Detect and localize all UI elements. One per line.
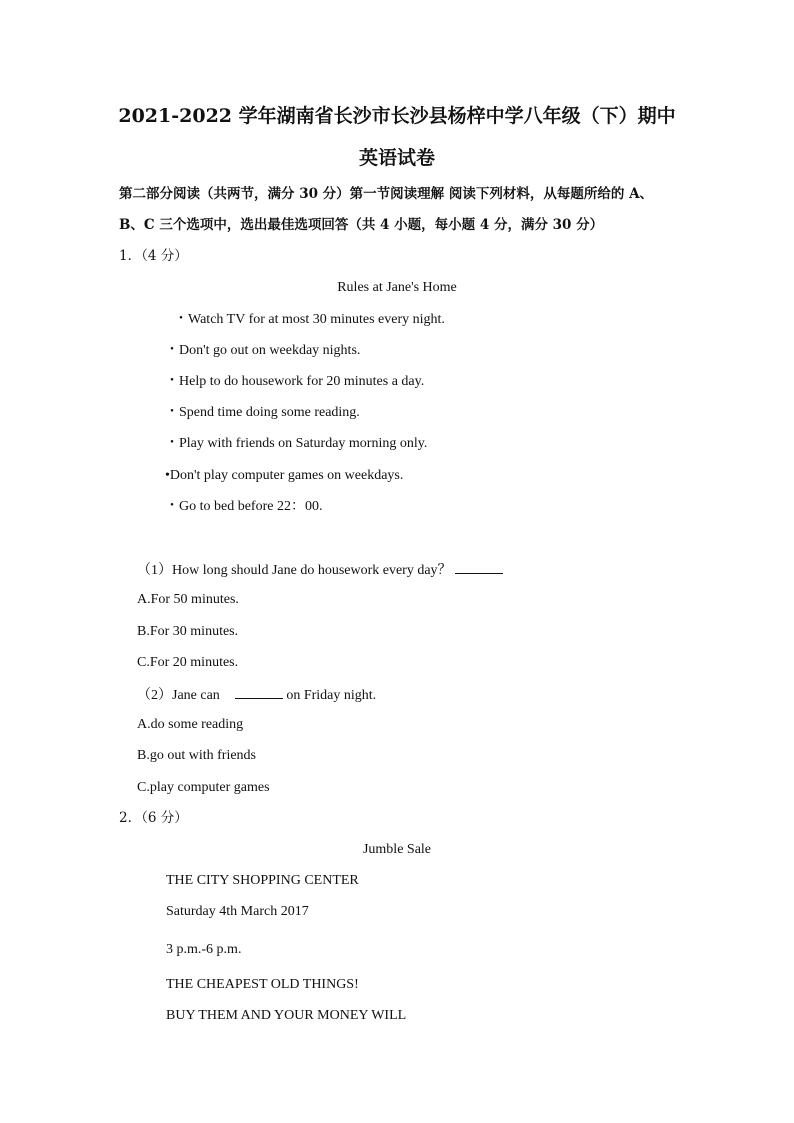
question-1-passage-title: Rules at Jane's Home <box>337 280 457 295</box>
rule-item: ・Don't go out on weekday nights. <box>165 343 361 358</box>
sub-question-2-text-after: on Friday night. <box>286 688 377 703</box>
rule-item: ・Spend time doing some reading. <box>165 405 360 420</box>
rule-item: ・Help to do housework for 20 minutes a day. <box>165 374 425 389</box>
jumble-sale-line: 3 p.m.-6 p.m. <box>166 942 242 957</box>
section-instruction-line1: 第二部分阅读（共两节，满分 30 分）第一节阅读理解 阅读下列材料，从每题所给的 A、 <box>119 186 654 202</box>
sub-question-1-stem <box>137 562 503 578</box>
section-instruction-line2: B、C 三个选项中，选出最佳选项回答（共 4 小题，每小题 4 分，满分 30 分） <box>119 217 604 233</box>
rule-item: ・Watch TV for at most 30 minutes every night. <box>174 312 445 327</box>
sub-question-1-option-a: A.For 50 minutes. <box>137 592 239 607</box>
exam-title-line2: 英语试卷 <box>358 147 435 169</box>
jumble-sale-line: BUY THEM AND YOUR MONEY WILL <box>166 1008 407 1023</box>
question-2-passage-title: Jumble Sale <box>362 842 432 857</box>
sub-question-1-option-b: B.For 30 minutes. <box>137 624 239 639</box>
sub-question-1-option-c: C.For 20 minutes. <box>137 655 239 670</box>
sub-question-2-text-before: （2）Jane can <box>137 688 220 703</box>
sub-question-1-text: （1）How long should Jane do housework every day？ <box>137 563 452 578</box>
question-2-number: 2．（6 分） <box>119 810 188 826</box>
rule-item: •Don't play computer games on weekdays. <box>165 468 404 483</box>
rule-item: ・Play with friends on Saturday morning only. <box>165 436 428 451</box>
sub-question-2-option-c: C.play computer games <box>137 780 270 795</box>
sub-question-2-stem <box>137 687 376 703</box>
jumble-sale-line: THE CITY SHOPPING CENTER <box>166 873 359 888</box>
sub-question-2-option-b: B.go out with friends <box>137 748 256 763</box>
exam-title-line1: 2021-2022 学年湖南省长沙市长沙县杨梓中学八年级（下）期中 <box>118 105 676 127</box>
sub-question-2-option-a: A.do some reading <box>137 717 244 732</box>
rule-item: ・Go to bed before 22：00. <box>165 499 323 514</box>
answer-blank <box>455 562 503 574</box>
answer-blank <box>235 687 283 699</box>
jumble-sale-line: Saturday 4th March 2017 <box>166 904 309 919</box>
question-1-number: 1．（4 分） <box>119 248 188 264</box>
jumble-sale-line: THE CHEAPEST OLD THINGS! <box>166 977 359 992</box>
